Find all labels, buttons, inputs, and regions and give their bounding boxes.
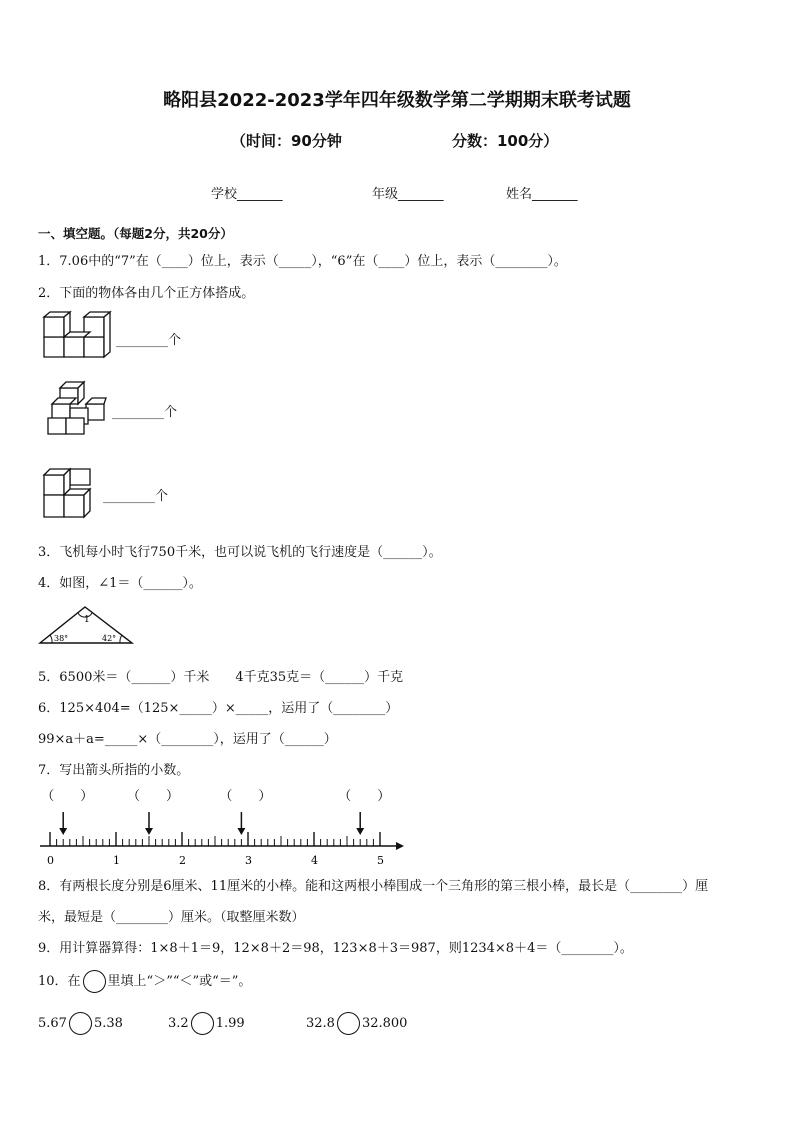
question-6-line-2: 99×a＋a=_____×（________），运用了（______）: [38, 732, 337, 747]
tick-label: 5: [377, 854, 384, 867]
question-7: 7．写出箭头所指的小数。: [38, 763, 190, 778]
school-field: 学校_______: [211, 187, 283, 202]
section-heading: 一、填空题。（每题2分，共20分）: [38, 226, 233, 241]
compare-right: 1.99: [215, 1016, 245, 1031]
q10-prefix: 10．在: [38, 974, 81, 989]
number-line: [40, 784, 410, 868]
answer-circle[interactable]: [337, 1012, 360, 1035]
exam-time: （时间：90分钟: [231, 132, 342, 150]
question-5: 5．6500米＝（______）千米 4千克35克＝（______）千克: [38, 670, 404, 685]
compare-right: 5.38: [93, 1016, 123, 1031]
q2-blank-2: ________个: [112, 405, 178, 420]
name-field: 姓名_______: [506, 187, 578, 202]
question-8-line-2: 米，最短是（________）厘米。（取整厘米数）: [38, 910, 305, 925]
question-4: 4．如图，∠1＝（______）。: [38, 576, 202, 591]
tick-label: 4: [311, 854, 318, 867]
cubes-figure-2: [46, 378, 110, 438]
compare-left: 32.8: [306, 1016, 335, 1031]
compare-circle-icon: [83, 970, 106, 993]
answer-slot: （ ）: [338, 789, 391, 804]
question-3: 3．飞机每小时飞行750千米，也可以说飞机的飞行速度是（______）。: [38, 545, 442, 560]
answer-slot: （ ）: [219, 789, 272, 804]
question-8-line-1: 8．有两根长度分别是6厘米、11厘米的小棒。能和这两根小棒围成一个三角形的第三根小棒，最长是（________）厘: [38, 879, 709, 894]
answer-circle[interactable]: [191, 1012, 214, 1035]
question-9: 9．用计算器算得：1×8＋1＝9，12×8＋2＝98，123×8＋3＝987，则1234×8＋4＝（________）。: [38, 941, 633, 956]
answer-slot: （ ）: [127, 789, 180, 804]
q2-blank-3: ________个: [103, 489, 169, 504]
cubes-figure-1: [42, 312, 114, 360]
compare-item-2: [168, 1012, 245, 1035]
pointer-arrow-head-icon: [145, 828, 153, 835]
tick-label: 0: [47, 854, 54, 867]
angle-1-label: 1: [84, 615, 90, 625]
answer-circle[interactable]: [69, 1012, 92, 1035]
cubes-figure-3: [42, 465, 98, 521]
compare-item-1: [38, 1012, 123, 1035]
angle-42-label: 42°: [102, 634, 117, 643]
q10-suffix: 里填上“＞”“＜”或“＝”。: [107, 974, 252, 989]
compare-left: 5.67: [38, 1016, 67, 1031]
answer-slot: （ ）: [41, 789, 94, 804]
exam-score: 分数：100分）: [452, 132, 559, 150]
question-2: 2．下面的物体各由几个正方体搭成。: [38, 286, 255, 301]
question-1: 1．7.06中的“7”在（____）位上，表示（_____），“6”在（____）位上，表示（________）。: [38, 254, 567, 269]
grade-field: 年级_______: [372, 187, 444, 202]
compare-left: 3.2: [168, 1016, 189, 1031]
compare-item-3: [306, 1012, 407, 1035]
tick-label: 3: [245, 854, 252, 867]
pointer-arrow-head-icon: [356, 828, 364, 835]
question-10: [38, 970, 251, 993]
pointer-arrow-head-icon: [59, 828, 67, 835]
tick-label: 2: [179, 854, 186, 867]
q2-blank-1: ________个: [116, 333, 182, 348]
tick-label: 1: [113, 854, 120, 867]
pointer-arrow-head-icon: [237, 828, 245, 835]
angle-38-label: 38°: [54, 634, 69, 643]
axis-arrow-icon: [396, 842, 404, 850]
triangle-figure: [40, 605, 134, 647]
compare-right: 32.800: [361, 1016, 408, 1031]
page-title: 略阳县2022-2023学年四年级数学第二学期期末联考试题: [163, 90, 631, 111]
question-6-line-1: 6．125×404=（125×_____）×_____，运用了（________）: [38, 701, 399, 716]
